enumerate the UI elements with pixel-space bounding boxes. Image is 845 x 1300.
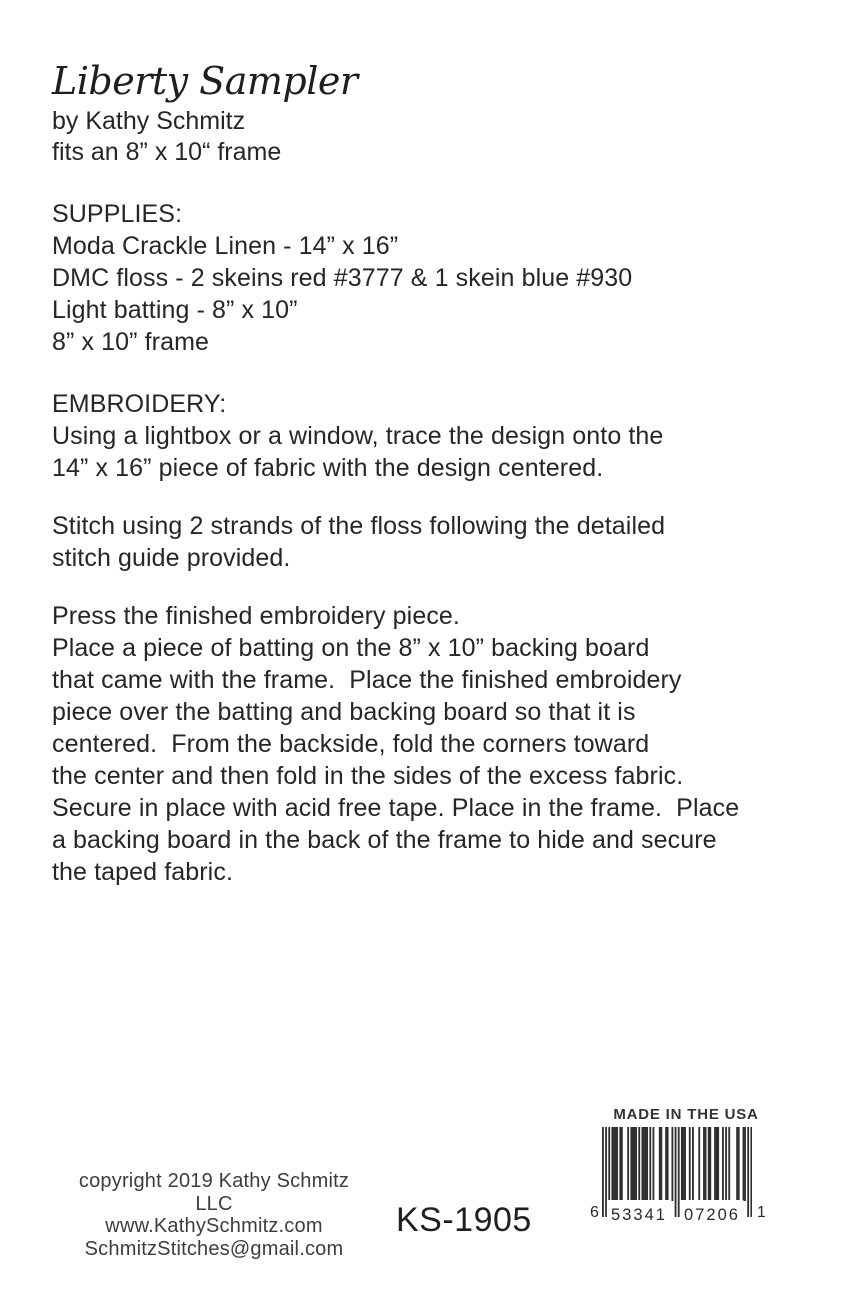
instruction-line: that came with the frame. Place the finished embroidery — [52, 666, 682, 694]
barcode-bar — [659, 1127, 661, 1201]
finishing-paragraph — [52, 600, 822, 888]
barcode-bar — [675, 1127, 677, 1217]
instruction-line: piece over the batting and backing board so that it is — [52, 698, 636, 726]
instruction-line: stitch guide provided. — [52, 544, 291, 572]
barcode-bar — [692, 1127, 694, 1201]
barcode-bar — [652, 1127, 654, 1201]
barcode-bar — [747, 1127, 749, 1217]
product-code: KS-1905 — [396, 1201, 532, 1239]
barcode-bar — [716, 1127, 718, 1201]
barcode-bar — [641, 1127, 643, 1201]
instruction-line: a backing board in the back of the frame to hide and secure — [52, 826, 717, 854]
barcode-bar — [698, 1127, 700, 1201]
barcode-bar — [633, 1127, 635, 1201]
barcode-bar — [660, 1127, 662, 1201]
page-title: Liberty Sampler — [52, 59, 358, 103]
barcode-bar — [635, 1127, 637, 1201]
barcode-bar — [619, 1127, 621, 1201]
instruction-line: 14” x 16” piece of fabric with the design centered. — [52, 454, 604, 482]
barcode-bar — [703, 1127, 705, 1201]
barcode-bar — [728, 1127, 730, 1201]
barcode-bar — [742, 1127, 744, 1201]
barcode-bar — [714, 1127, 716, 1201]
barcode-bar — [643, 1127, 645, 1201]
barcode-bar — [645, 1127, 647, 1201]
made-in-usa-label: MADE IN THE USA — [613, 1106, 759, 1123]
barcode-bar — [671, 1127, 673, 1201]
barcode-lead-digit: 6 — [590, 1204, 599, 1221]
barcode-bar — [708, 1127, 710, 1201]
instruction-line: centered. From the backside, fold the corners toward — [52, 730, 650, 758]
barcode-bar — [667, 1127, 669, 1201]
supply-line: DMC floss - 2 skeins red #3777 & 1 skein blue #930 — [52, 264, 633, 292]
barcode-bar — [630, 1127, 632, 1201]
barcode-bar — [689, 1127, 691, 1201]
barcode-bar — [611, 1127, 613, 1201]
barcode-bar — [627, 1127, 629, 1201]
barcode-bar — [682, 1127, 684, 1201]
barcode — [602, 1126, 752, 1226]
barcode-row — [590, 1126, 790, 1226]
barcode-bar — [750, 1127, 752, 1217]
barcode-bar — [738, 1127, 740, 1201]
instruction-line: Press the finished embroidery piece. — [52, 602, 460, 630]
supply-line: 8” x 10” frame — [52, 328, 210, 356]
supplies-header: SUPPLIES: — [52, 200, 183, 228]
barcode-bar — [649, 1127, 651, 1201]
embroidery-section — [52, 388, 822, 484]
stitching-paragraph — [52, 510, 822, 574]
barcode-bar — [744, 1127, 746, 1201]
instruction-line: Secure in place with acid free tape. Place in the frame. Place — [52, 794, 740, 822]
barcode-trail-digit: 1 — [756, 1204, 766, 1221]
frame-fit-note: fits an 8” x 10“ frame — [52, 138, 282, 166]
barcode-bar — [717, 1127, 719, 1201]
supply-line: Moda Crackle Linen - 14” x 16” — [52, 232, 399, 260]
byline: by Kathy Schmitz — [52, 107, 246, 135]
barcode-bar — [613, 1127, 615, 1201]
barcode-bar — [705, 1127, 707, 1201]
email-text: SchmitzStitches@gmail.com — [84, 1237, 344, 1260]
copyright-line: copyright 2019 Kathy Schmitz LLC — [78, 1170, 350, 1215]
instruction-line: Using a lightbox or a window, trace the design onto the — [52, 422, 664, 450]
barcode-bar — [602, 1127, 604, 1217]
barcode-bar — [608, 1127, 610, 1201]
barcode-bar — [615, 1127, 617, 1201]
website-text: www.KathySchmitz.com — [105, 1215, 323, 1237]
supplies-section — [52, 198, 822, 358]
instructions-column — [52, 58, 822, 888]
barcode-bar — [638, 1127, 640, 1201]
barcode-bar — [646, 1127, 648, 1201]
barcode-bar — [725, 1127, 727, 1201]
copyright-block — [58, 1170, 370, 1260]
barcode-bar — [681, 1127, 683, 1201]
barcode-bar — [684, 1127, 686, 1201]
barcode-bar — [678, 1127, 680, 1217]
barcode-bar — [665, 1127, 667, 1201]
instruction-line: the center and then fold in the sides of the excess fabric. — [52, 762, 684, 790]
barcode-bar — [709, 1127, 711, 1201]
instruction-line: the taped fabric. — [52, 858, 233, 886]
barcode-bar — [605, 1127, 607, 1217]
barcode-block — [590, 1106, 790, 1226]
barcode-bar — [736, 1127, 738, 1201]
barcode-bar — [632, 1127, 634, 1201]
embroidery-header: EMBROIDERY: — [52, 390, 227, 418]
barcode-bar — [616, 1127, 618, 1201]
barcode-bar — [621, 1127, 623, 1201]
barcode-digit-group: 07206 — [683, 1206, 740, 1224]
supply-line: Light batting - 8” x 10” — [52, 296, 298, 324]
barcode-digit-group: 53341 — [610, 1206, 667, 1224]
instruction-line: Stitch using 2 strands of the floss following the detailed — [52, 512, 666, 540]
barcode-bar — [722, 1127, 724, 1201]
instruction-line: Place a piece of batting on the 8” x 10” backing board — [52, 634, 650, 662]
